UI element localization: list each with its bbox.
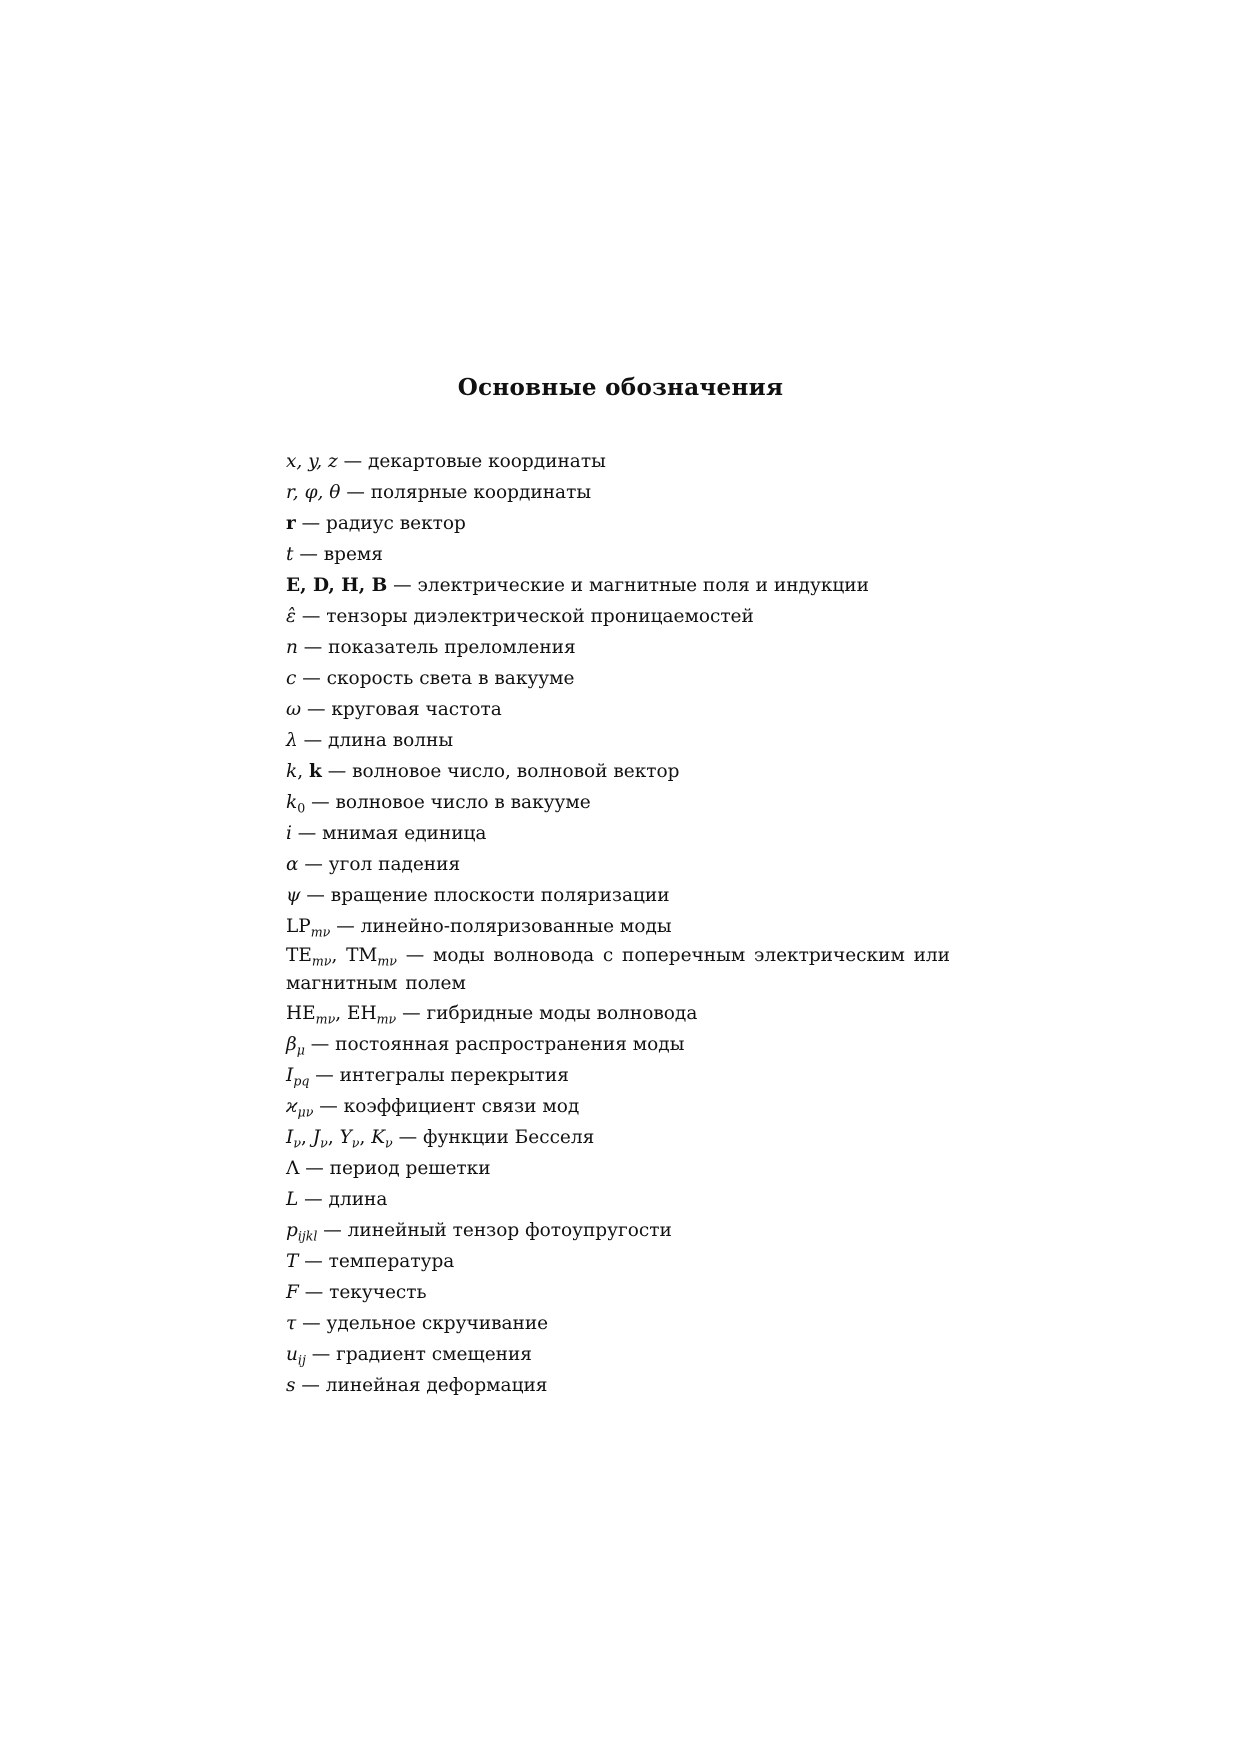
notation-entry — [286, 942, 950, 998]
notation-entry — [286, 725, 950, 756]
notation-symbol: $u_{ij}$ — [286, 1344, 306, 1368]
notation-entry — [286, 998, 950, 1029]
notation-symbol: $I_\nu$, $J_\nu$, $Y_\nu$, $K_\nu$ — [286, 1127, 393, 1151]
notation-entry — [286, 1215, 950, 1246]
notation-entry — [286, 508, 950, 539]
notation-symbol: $HE_{m\nu}$, $EH_{m\nu}$ — [286, 1003, 397, 1027]
notation-description: — линейный тензор фотоупругости — [317, 1220, 672, 1241]
notation-description: — круговая частота — [301, 699, 502, 720]
notation-symbol: ψ — [286, 885, 301, 906]
notation-entry — [286, 756, 950, 787]
notation-entry — [286, 1308, 950, 1339]
notation-entry — [286, 1277, 950, 1308]
notation-description: — линейная деформация — [295, 1375, 548, 1396]
notation-description: — моды волновода с поперечным электрическим или магнитным полем — [286, 945, 951, 994]
notation-description: — радиус вектор — [295, 513, 466, 534]
notation-description: — линейно-поляризованные моды — [330, 916, 672, 937]
notation-description: — полярные координаты — [340, 482, 592, 503]
notation-symbol: t — [286, 544, 294, 565]
notation-symbol: $p_{ijkl}$ — [286, 1220, 318, 1244]
notation-entry — [286, 818, 950, 849]
notation-description: — коэффициент связи мод — [313, 1096, 580, 1117]
notation-description: — мнимая единица — [291, 823, 487, 844]
notation-symbol: Λ — [286, 1158, 300, 1179]
notation-entry — [286, 1184, 950, 1215]
notation-entry — [286, 446, 950, 477]
notation-description: — текучесть — [298, 1282, 427, 1303]
notation-symbol: s — [286, 1375, 296, 1396]
notation-symbol: $\beta_\mu$ — [286, 1034, 305, 1058]
notation-description: — период решетки — [299, 1158, 491, 1179]
notation-symbol: α — [286, 854, 299, 875]
notation-entry — [286, 1029, 950, 1060]
notation-description: — температура — [298, 1251, 455, 1272]
notation-entry — [286, 787, 950, 818]
notation-symbol: k, k — [286, 761, 322, 782]
notation-symbol: ε̂ — [286, 606, 296, 627]
notation-description: — постоянная распространения моды — [304, 1034, 685, 1055]
notation-description: — удельное скручивание — [296, 1313, 549, 1334]
notation-entry — [286, 1246, 950, 1277]
notation-entry — [286, 694, 950, 725]
notation-entry — [286, 539, 950, 570]
notation-list — [286, 446, 950, 1401]
notation-description: — электрические и магнитные поля и индукции — [387, 575, 869, 596]
notation-entry — [286, 1060, 950, 1091]
notation-entry — [286, 880, 950, 911]
notation-description: — длина волны — [297, 730, 454, 751]
notation-entry — [286, 1122, 950, 1153]
notation-symbol: $ϰ_{\mu\nu}$ — [286, 1096, 314, 1120]
notation-symbol: T — [286, 1251, 299, 1272]
notation-description: — длина — [298, 1189, 388, 1210]
page-title: Основные обозначения — [457, 374, 784, 401]
notation-description: — интегралы перекрытия — [309, 1065, 569, 1086]
notation-symbol: L — [286, 1189, 299, 1210]
notation-entry — [286, 663, 950, 694]
notation-description: — волновое число, волновой вектор — [321, 761, 680, 782]
notation-entry — [286, 601, 950, 632]
notation-description: — вращение плоскости поляризации — [300, 885, 670, 906]
notation-description: — показатель преломления — [297, 637, 576, 658]
notation-entry — [286, 849, 950, 880]
notation-description: — гибридные моды волновода — [396, 1003, 698, 1024]
notation-symbol: τ — [286, 1313, 297, 1334]
notation-description: — время — [293, 544, 383, 565]
notation-symbol: λ — [286, 730, 298, 751]
notation-symbol: $TE_{m\nu}$, $TM_{m\nu}$ — [286, 945, 397, 969]
notation-symbol: E, D, H, B — [286, 575, 388, 596]
notation-description: — угол падения — [298, 854, 461, 875]
notation-entry — [286, 911, 950, 942]
notation-symbol: $LP_{m\nu}$ — [286, 916, 331, 940]
notation-description: — скорость света в вакууме — [296, 668, 575, 689]
notation-symbol: ω — [286, 699, 302, 720]
notation-symbol: x, y, z — [286, 451, 338, 472]
notation-symbol: $k_0$ — [286, 792, 306, 816]
notation-symbol: F — [286, 1282, 299, 1303]
notation-description: — декартовые координаты — [337, 451, 606, 472]
notation-entry — [286, 632, 950, 663]
notation-symbol: r, φ, θ — [286, 482, 341, 503]
notation-description: — градиент смещения — [305, 1344, 532, 1365]
notation-entry — [286, 1091, 950, 1122]
notation-entry — [286, 1153, 950, 1184]
notation-entry — [286, 477, 950, 508]
notation-description: — функции Бесселя — [392, 1127, 595, 1148]
notation-symbol: r — [286, 513, 296, 534]
notation-description: — волновое число в вакууме — [305, 792, 591, 813]
notation-symbol: c — [286, 668, 297, 689]
notation-entry — [286, 1339, 950, 1370]
notation-symbol: $I_{pq}$ — [286, 1065, 310, 1089]
notation-entry — [286, 570, 950, 601]
notation-description: — тензоры диэлектрической проницаемостей — [295, 606, 754, 627]
notation-entry — [286, 1370, 950, 1401]
notation-symbol: i — [286, 823, 292, 844]
notation-symbol: n — [286, 637, 298, 658]
